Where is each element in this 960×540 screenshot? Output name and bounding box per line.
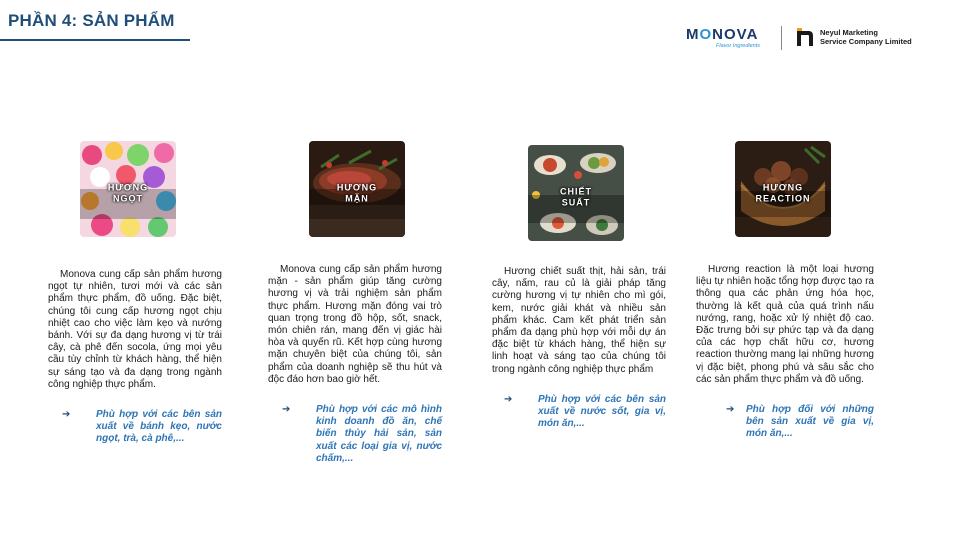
product-description-extract: Hương chiết suất thịt, hải sản, trái cây, nấm, rau củ là giải pháp tăng cường hương vị tự nhiên cho mì gói, kem, nước giải khát và nhiều sản phẩm khác. Cam kết phát triển sản phẩm đa dạng phù hợp với mỗi dự án đặc biệt từ khách hàng, thể hiện sự linh hoạt và sáng tạo của chúng tôi trong ngành công nghiệp thực phẩm	[492, 266, 666, 375]
product-image-savory	[309, 141, 405, 237]
page-title: PHẦN 4: SẢN PHẨM	[8, 11, 175, 30]
product-description-reaction: Hương reaction là một loại hương liệu tự nhiên hoặc tổng hợp được tạo ra thông qua các phản ứng hóa học, thường là kết quả của quá trình nấu nướng, rang, hoặc xử lý nhiệt độ cao. Đặc trưng bởi sự phức tạp và đa dạng của các hợp chất hữu cơ, hương reaction thường mang lại những hương vị đặc biệt, phong phú và sâu sắc cho các sản phẩm thực phẩm và đồ uống.	[696, 264, 874, 385]
neyul-logo-icon	[796, 28, 816, 48]
title-underline	[0, 39, 190, 41]
product-label-reaction: HƯƠNG REACTION	[755, 182, 811, 204]
product-description-sweet: Monova cung cấp sản phẩm hương ngọt tự nhiên, tươi mới và các sản phẩm thực phẩm, đồ uống. Đặc biệt, chúng tôi cung cấp hương ngọt chịu nhiệt cao cho việc làm kẹo và nướng bánh. Với sự đa dạng hương vị từ trái cây, cà phê đến socola, ứng mọi yêu cầu tùy chỉnh từ khách hàng, thể hiện sự sáng tạo và đa dạng trong ngành công nghiệp thực phẩm.	[48, 269, 222, 390]
product-label-sweet: HƯƠNG NGỌT	[107, 182, 149, 204]
product-note-reaction: ➔ Phù hợp đối với những bên sản xuất về gia vị, món ăn,...	[726, 404, 874, 440]
product-note-extract: ➔ Phù hợp với các bên sản xuất về nước sốt, gia vị, món ăn,...	[504, 394, 666, 430]
product-image-extract	[528, 145, 624, 241]
monova-logo-subtitle: Flavor Ingredients	[716, 43, 761, 49]
arrow-right-icon: ➔	[726, 404, 735, 415]
arrow-right-icon: ➔	[62, 409, 71, 420]
arrow-right-icon: ➔	[282, 404, 291, 415]
product-label-savory: HƯƠNG MẶN	[336, 182, 378, 204]
product-label-extract: CHIẾT SUẤT	[560, 186, 592, 208]
arrow-right-icon: ➔	[504, 394, 513, 405]
product-image-reaction	[735, 141, 831, 237]
logo-divider	[781, 26, 782, 50]
neyul-logo-text: Neyul Marketing Service Company Limited	[820, 28, 912, 46]
monova-logo-wordmark: MONOVA	[686, 26, 759, 43]
product-note-savory: ➔ Phù hợp với các mô hình kinh doanh đồ ăn, chế biến thủy hải sản, sản xuất các loại gia vị, nước chấm,...	[282, 404, 442, 464]
product-description-savory: Monova cung cấp sản phẩm hương mặn - sản phẩm giúp tăng cường hương vị và trải nghiệm sản phẩm thực phẩm. Hương mặn đóng vai trò quan trọng trong đồ hộp, sốt, snack, món chiên rán, mang đến vị giác hài hòa và quyến rũ. Kết hợp cùng hương mặn chuyên biệt của chúng tôi, sản phẩm của doanh nghiệp sẽ thu hút và độc đáo hơn bao giờ hết.	[268, 264, 442, 385]
product-note-sweet: ➔ Phù hợp với các bên sản xuất về bánh kẹo, nước ngọt, trà, cà phê,...	[62, 409, 222, 445]
monova-logo	[686, 24, 768, 54]
product-image-sweet	[80, 141, 176, 237]
